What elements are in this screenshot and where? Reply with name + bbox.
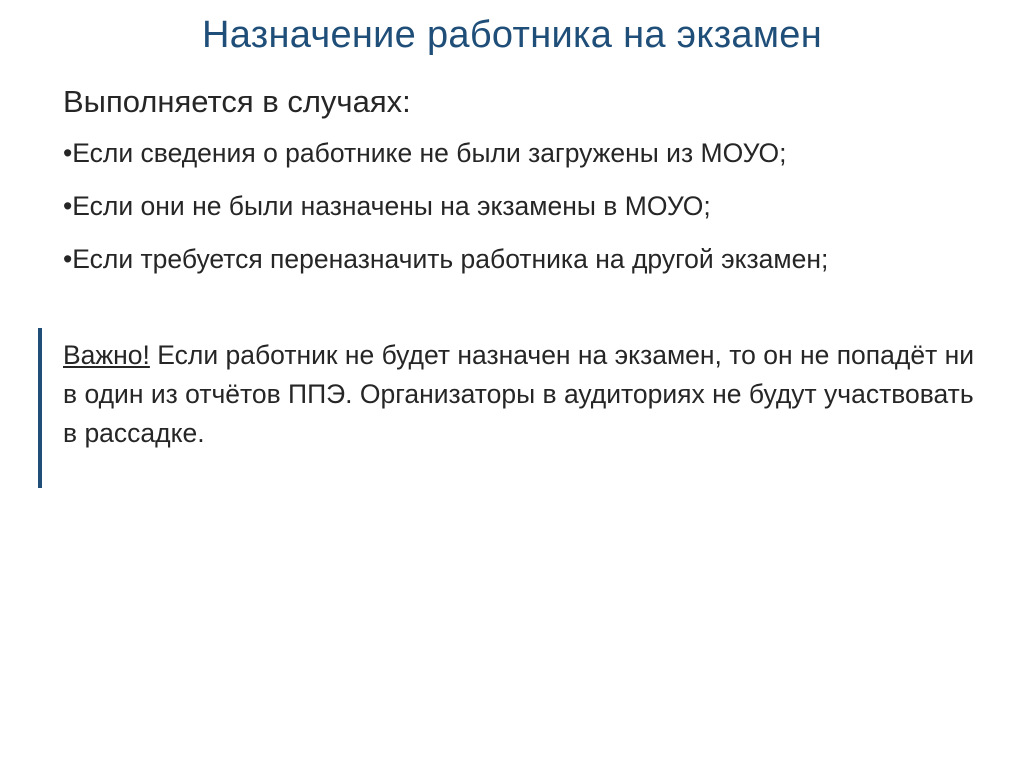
intro-text: Выполняется в случаях:: [63, 84, 411, 119]
note-text: Если работник не будет назначен на экзамен, то он не попадёт ни в один из отчётов ППЭ. Организаторы в аудиториях не будут участвовать в рассадке.: [63, 340, 975, 448]
bullet-item: •Если требуется переназначить работника на другой экзамен;: [63, 244, 829, 274]
bullet-item: •Если они не были назначены на экзамены в МОУО;: [63, 191, 711, 221]
note-accent-bar: [38, 328, 42, 488]
bullet-list: [63, 138, 828, 297]
note-label: Важно!: [63, 340, 150, 370]
slide-title: Назначение работника на экзамен: [201, 14, 822, 56]
bullet-item: •Если сведения о работнике не были загружены из МОУО;: [63, 138, 787, 168]
important-note: [63, 336, 993, 453]
